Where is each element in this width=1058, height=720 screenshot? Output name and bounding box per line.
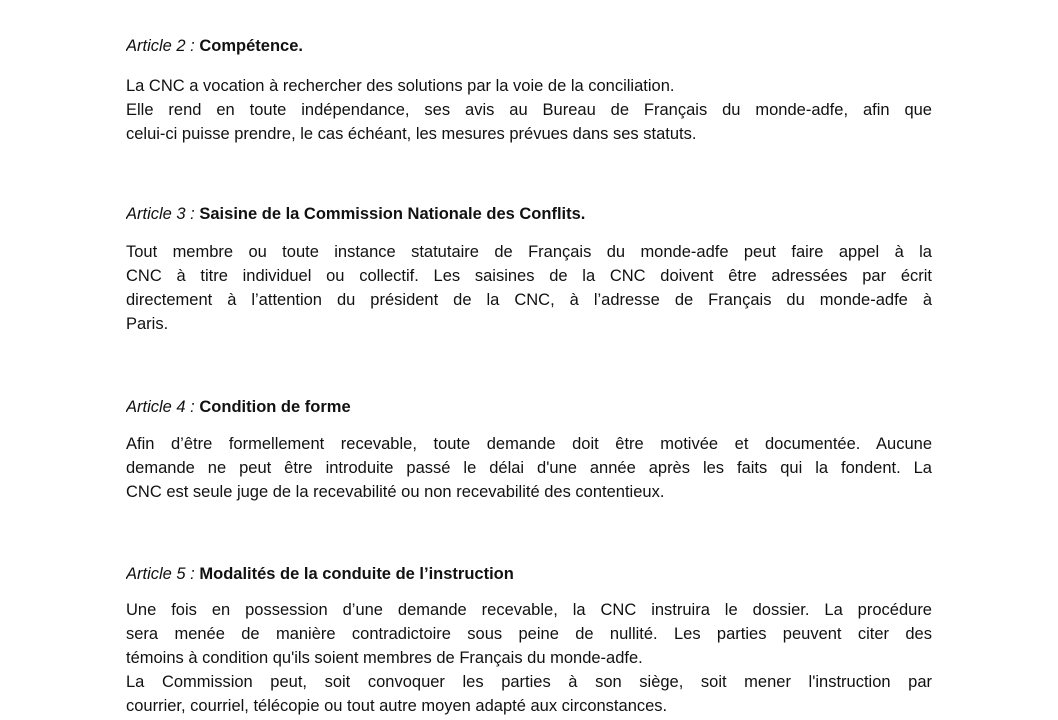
article-3-line-4: Paris. [126,315,169,333]
article-5-line-5: courrier, courriel, télécopie ou tout autre moyen adapté aux circonstances. [126,697,668,715]
article-2-label: Article 2 : [126,37,195,55]
article-4-title: Condition de forme [199,398,351,416]
article-5-line-1: Une fois en possession d’une demande recevable, la CNC instruira le dossier. La procédure [126,601,932,619]
article-3-line-1: Tout membre ou toute instance statutaire de Français du monde-adfe peut faire appel à la [126,243,932,261]
article-3-body [126,240,932,336]
article-5-title: Modalités de la conduite de l’instruction [199,565,514,583]
article-2-line-1: La CNC a vocation à rechercher des solutions par la voie de la conciliation. [126,77,675,95]
article-3-line-2: CNC à titre individuel ou collectif. Les saisines de la CNC doivent être adressées par écrit [126,267,932,285]
article-4-label: Article 4 : [126,398,195,416]
article-4-line-1: Afin d’être formellement recevable, toute demande doit être motivée et documentée. Aucune [126,435,932,453]
article-2-line-3: celui-ci puisse prendre, le cas échéant, les mesures prévues dans ses statuts. [126,125,697,143]
article-5-line-3: témoins à condition qu'ils soient membres de Français du monde-adfe. [126,649,643,667]
article-2-line-2: Elle rend en toute indépendance, ses avis au Bureau de Français du monde-adfe, afin que [126,101,932,119]
article-4-line-2: demande ne peut être introduite passé le délai d'une année après les faits qui la fondent. La [126,459,932,477]
article-5-line-2: sera menée de manière contradictoire sous peine de nullité. Les parties peuvent citer des [126,625,932,643]
article-4-heading [126,395,351,419]
article-5-body [126,598,932,718]
article-2-body [126,74,932,146]
document-page [126,0,932,720]
article-3-label: Article 3 : [126,205,195,223]
article-5-line-4: La Commission peut, soit convoquer les parties à son siège, soit mener l'instruction par [126,673,932,691]
article-3-line-3: directement à l’attention du président de la CNC, à l’adresse de Français du monde-adfe à [126,291,932,309]
article-5-label: Article 5 : [126,565,195,583]
article-3-heading [126,202,585,226]
article-3-title: Saisine de la Commission Nationale des Conflits. [199,205,586,223]
article-5-heading [126,562,514,586]
article-4-line-3: CNC est seule juge de la recevabilité ou non recevabilité des contentieux. [126,483,665,501]
article-2-heading [126,34,303,58]
article-2-title: Compétence. [199,37,303,55]
article-4-body [126,432,932,504]
